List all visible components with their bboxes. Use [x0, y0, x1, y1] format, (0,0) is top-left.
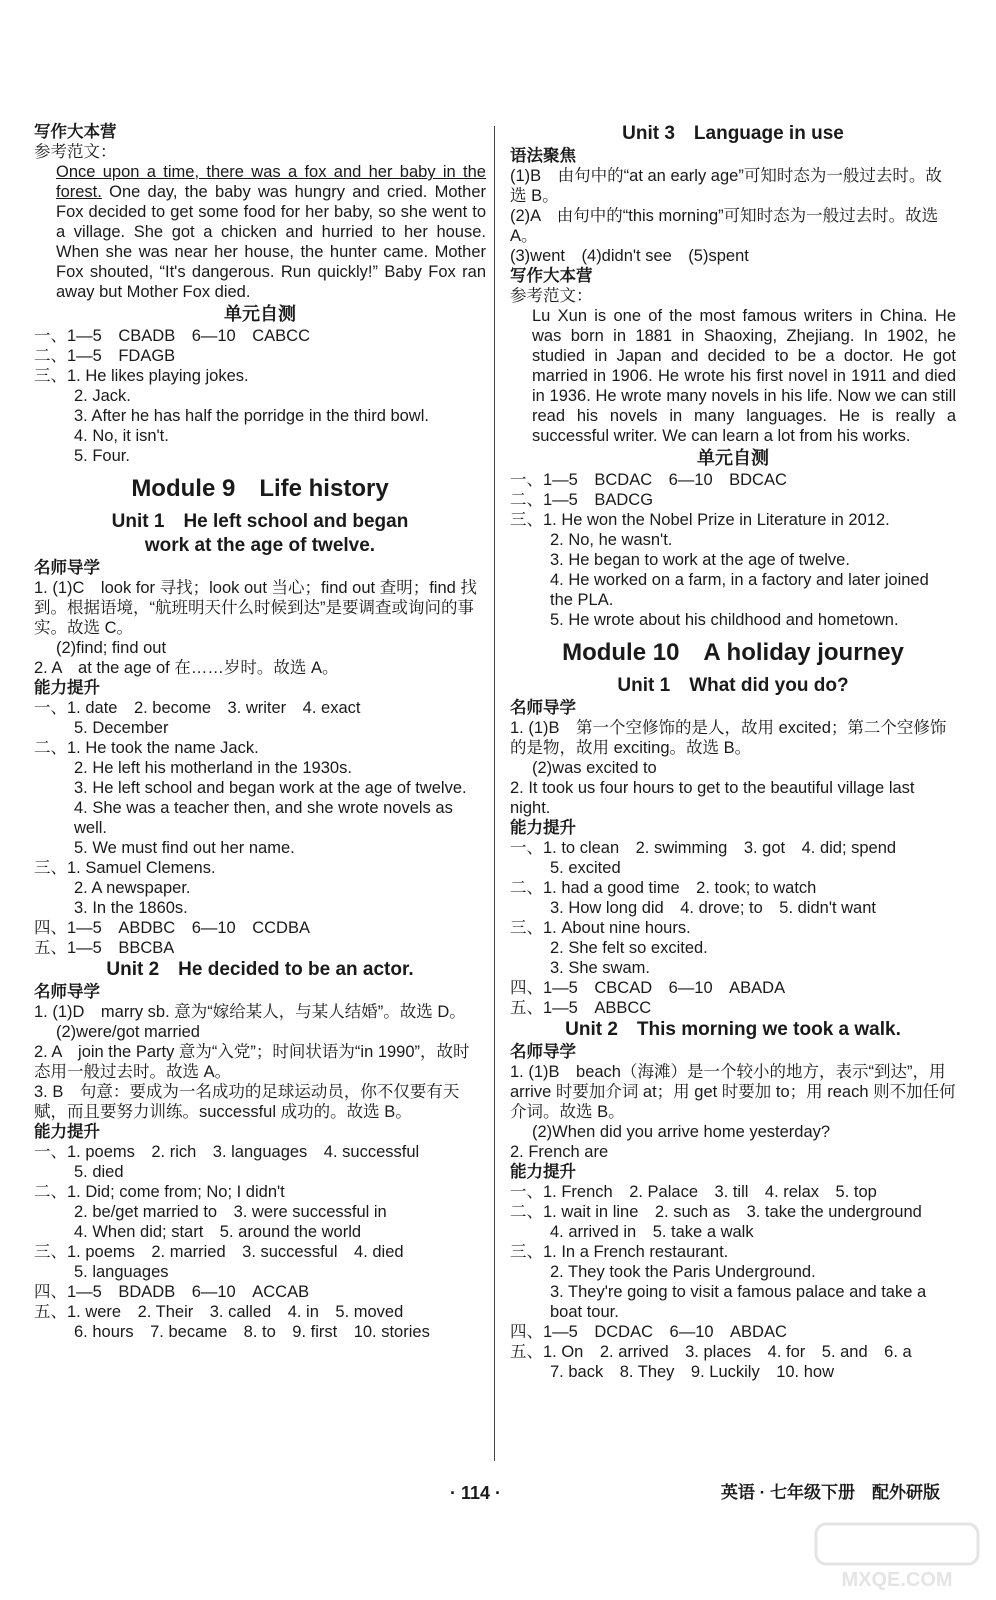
unit-test-heading: 单元自测 — [697, 448, 769, 468]
answer-line: (2)A 由句中的“this morning”可知时态为一般过去时。故选 A。 — [510, 207, 943, 245]
answer-line: 三、1. Samuel Clemens. — [34, 859, 216, 877]
answer-line: 四、1—5 ABDBC 6—10 CCDBA — [34, 919, 310, 937]
answer-line: 3. He began to work at the age of twelve. — [550, 551, 850, 569]
answer-line: 二、1—5 FDAGB — [34, 347, 176, 365]
watermark-logo — [812, 1520, 982, 1592]
answer-line: 二、1. Did; come from; No; I didn't — [34, 1183, 285, 1201]
answer-line: 三、1. About nine hours. — [510, 919, 691, 937]
section-heading: 能力提升 — [34, 679, 100, 697]
answer-line: 5. died — [74, 1163, 124, 1181]
answer-line: 二、1. wait in line 2. such as 3. take the underground — [510, 1203, 922, 1221]
answer-line: 五、1—5 ABBCC — [510, 999, 652, 1017]
answer-line: (2)were/got married — [56, 1023, 200, 1041]
answer-line: 三、1. He likes playing jokes. — [34, 367, 249, 385]
answer-line: 一、1—5 BCDAC 6—10 BDCAC — [510, 471, 787, 489]
section-heading: 名师导学 — [34, 983, 100, 1001]
section-heading: 能力提升 — [510, 1163, 576, 1181]
answer-line: (1)B 由句中的“at an early age”可知时态为一般过去时。故选 B。 — [510, 167, 942, 205]
answer-line: 7. back 8. They 9. Luckily 10. how — [550, 1363, 834, 1381]
sample-essay — [510, 306, 956, 446]
answer-line: 3. They're going to visit a famous palace and take a boat tour. — [550, 1283, 931, 1321]
answer-line: 6. hours 7. became 8. to 9. first 10. stories — [74, 1323, 430, 1341]
answer-line: 2. Jack. — [74, 387, 131, 405]
answer-line: 3. She swam. — [550, 959, 650, 977]
unit-title: Unit 1 What did you do? — [617, 675, 849, 696]
answer-line: 五、1. were 2. Their 3. called 4. in 5. moved — [34, 1303, 404, 1321]
answer-line: 3. After he has half the porridge in the third bowl. — [74, 407, 429, 425]
answer-line: (3)went (4)didn't see (5)spent — [510, 247, 749, 265]
answer-line: 4. No, it isn't. — [74, 427, 169, 445]
answer-line: 4. When did; start 5. around the world — [74, 1223, 362, 1241]
answer-line: 3. He left school and began work at the age of twelve. — [74, 779, 467, 797]
answer-line: 2. She felt so excited. — [550, 939, 708, 957]
answer-line: (2)find; find out — [56, 639, 167, 657]
answer-line: 2. A newspaper. — [74, 879, 191, 897]
answer-line: 5. Four. — [74, 447, 130, 465]
answer-line: 3. In the 1860s. — [74, 899, 188, 917]
unit-title: Unit 3 Language in use — [622, 123, 844, 144]
answer-line: 2. No, he wasn't. — [550, 531, 673, 549]
section-heading: 写作大本营 — [510, 267, 593, 285]
answer-line: 4. She was a teacher then, and she wrote novels as well. — [74, 799, 458, 837]
page-footer — [0, 1483, 996, 1513]
unit-test-heading: 单元自测 — [224, 304, 296, 324]
answer-line: 三、1. poems 2. married 3. successful 4. died — [34, 1243, 404, 1261]
right-column — [510, 122, 956, 1382]
answer-line: 二、1—5 BADCG — [510, 491, 654, 509]
answer-line: 2. He left his motherland in the 1930s. — [74, 759, 352, 777]
answer-line: 4. He worked on a farm, in a factory and later joined the PLA. — [550, 571, 934, 609]
answer-line: (2)was excited to — [532, 759, 657, 777]
answer-line: 参考范文： — [34, 143, 117, 161]
answer-line: 5. We must find out her name. — [74, 839, 295, 857]
answer-line: 5. December — [74, 719, 169, 737]
answer-line: 2. They took the Paris Underground. — [550, 1263, 816, 1281]
page-number: · 114 · — [450, 1483, 502, 1503]
unit-title: Unit 1 He left school and began — [111, 511, 409, 532]
answer-line: 2. A at the age of 在……岁时。故选 A。 — [34, 659, 339, 677]
section-heading: 能力提升 — [510, 819, 576, 837]
answer-line: 五、1. On 2. arrived 3. places 4. for 5. and 6. a — [510, 1343, 912, 1361]
section-heading: 写作大本营 — [34, 123, 117, 141]
unit-title: Unit 2 He decided to be an actor. — [106, 959, 414, 980]
sample-essay — [34, 162, 486, 302]
column-divider — [494, 126, 495, 1461]
essay-text: Lu Xun is one of the most famous writers in China. He was born in 1881 in Shaoxing, Zhejiang. In 1902, he studied in Japan and decided to be a doctor. He got married in 1906. He wrote his first novel in 1911 and died in 1936. He wrote many novels in his life. Now we can still read his novels in many languages. He is really a successful writer. We can learn a lot from his works. — [532, 307, 956, 445]
answer-line: 2. be/get married to 3. were successful in — [74, 1203, 387, 1221]
left-column — [34, 122, 486, 1342]
answer-line: 五、1—5 BBCBA — [34, 939, 175, 957]
answer-line: 4. arrived in 5. take a walk — [550, 1223, 754, 1241]
unit-title: Unit 2 This morning we took a walk. — [565, 1019, 901, 1040]
answer-line: 1. (1)B 第一个空修饰的是人，故用 excited；第二个空修饰的是物，故用 exciting。故选 B。 — [510, 719, 947, 757]
answer-line: 二、1. had a good time 2. took; to watch — [510, 879, 817, 897]
section-heading: 名师导学 — [510, 1043, 576, 1061]
answer-line: 1. (1)D marry sb. 意为“嫁给某人，与某人结婚”。故选 D。 — [34, 1003, 466, 1021]
answer-line: 5. He wrote about his childhood and hometown. — [550, 611, 899, 629]
answer-line: 3. B 句意：要成为一名成功的足球运动员，你不仅要有天赋，而且要努力训练。successful 成功的。故选 B。 — [34, 1083, 460, 1121]
unit-title: work at the age of twelve. — [144, 535, 376, 556]
answer-line: 一、1. to clean 2. swimming 3. got 4. did; spend — [510, 839, 897, 857]
answer-line: 四、1—5 BDADB 6—10 ACCAB — [34, 1283, 310, 1301]
answer-line: 四、1—5 CBCAD 6—10 ABADA — [510, 979, 786, 997]
answer-line: 一、1. poems 2. rich 3. languages 4. successful — [34, 1143, 420, 1161]
module-title: Module 10 A holiday journey — [562, 639, 904, 666]
answer-line: 2. A join the Party 意为“入党”；时间状语为“in 1990”，故时态用一般过去时。故选 A。 — [34, 1043, 470, 1081]
section-heading: 名师导学 — [34, 559, 100, 577]
answer-line: 5. excited — [550, 859, 621, 877]
answer-line: 四、1—5 DCDAC 6—10 ABDAC — [510, 1323, 787, 1341]
answer-line: 二、1. He took the name Jack. — [34, 739, 259, 757]
answer-line: 1. (1)C look for 寻找；look out 当心；find out 查明；find 找到。根据语境，“航班明天什么时候到达”是要调查或询问的事实。故选 C。 — [34, 579, 477, 637]
answer-line: 一、1—5 CBADB 6—10 CABCC — [34, 327, 310, 345]
answer-line: 一、1. French 2. Palace 3. till 4. relax 5. top — [510, 1183, 877, 1201]
section-heading: 名师导学 — [510, 699, 576, 717]
answer-line: 2. French are — [510, 1143, 609, 1161]
section-heading: 能力提升 — [34, 1123, 100, 1141]
section-heading: 语法聚焦 — [510, 147, 576, 165]
answer-line: 2. It took us four hours to get to the beautiful village last night. — [510, 779, 920, 817]
answer-line: 三、1. He won the Nobel Prize in Literature in 2012. — [510, 511, 890, 529]
answer-line: 一、1. date 2. become 3. writer 4. exact — [34, 699, 361, 717]
answer-line: 5. languages — [74, 1263, 169, 1281]
answer-line: 参考范文： — [510, 287, 593, 305]
essay-underlined-opening: Once upon a time, there was a fox and her baby in the forest. — [56, 163, 486, 201]
book-info: 英语 · 七年级下册 配外研版 — [720, 1483, 940, 1502]
answer-line: 3. How long did 4. drove; to 5. didn't want — [550, 899, 876, 917]
answer-line: 1. (1)B beach（海滩）是一个较小的地方，表示“到达”，用 arrive 时要加介词 at；用 get 时要加 to；用 reach 则不加任何介词。故选 B。 — [510, 1063, 956, 1121]
module-title: Module 9 Life history — [131, 475, 389, 502]
answer-line: (2)When did you arrive home yesterday? — [532, 1123, 831, 1141]
watermark-text: MXQE.COM — [841, 1569, 953, 1591]
essay-text: One day, the baby was hungry and cried. Mother Fox decided to get some food for her baby, so she went to a village. She got a chicken and hurried to her house. When she was near her house, the hunter came. Mother Fox shouted, “It's dangerous. Run quickly!” Baby Fox ran away but Mother Fox died. — [56, 183, 486, 301]
answer-line: 三、1. In a French restaurant. — [510, 1243, 729, 1261]
